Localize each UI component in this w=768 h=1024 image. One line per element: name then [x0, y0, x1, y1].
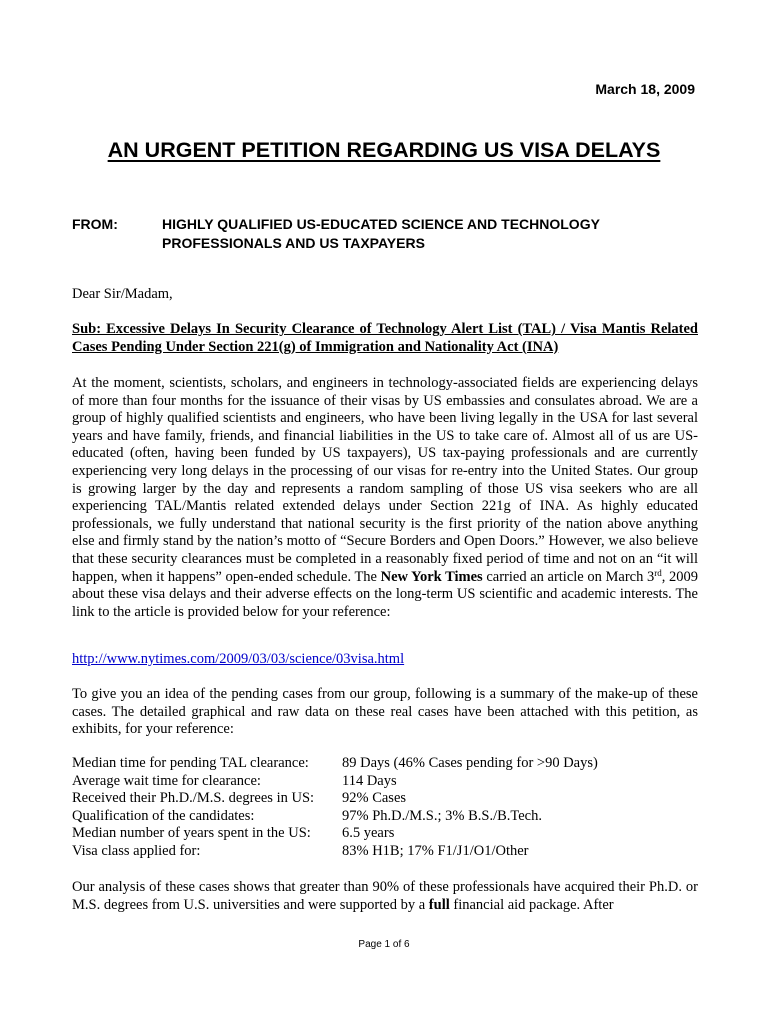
stat-row [72, 790, 698, 808]
from-block [72, 215, 698, 253]
stat-value: 89 Days (46% Cases pending for >90 Days) [342, 755, 598, 771]
stat-value: 114 Days [342, 772, 397, 789]
stat-row [72, 843, 698, 861]
stat-value: 97% Ph.D./M.S.; 3% B.S./B.Tech. [342, 807, 542, 824]
body-paragraph-2: To give you an idea of the pending cases from our group, following is a summary of the make-up of these cases. The detailed graphical and raw data on these real cases have been attached with this petition, as exhibits, for your reference: [72, 686, 698, 738]
stat-label: Median time for pending TAL clearance: [72, 755, 309, 771]
stats-table [72, 755, 698, 861]
paragraph-text: financial aid package. After [449, 896, 614, 913]
article-link[interactable]: http://www.nytimes.com/2009/03/03/science/03visa.html [72, 651, 405, 667]
paragraph-text: carried an article on March 3 [482, 568, 655, 585]
document-date: March 18, 2009 [595, 81, 695, 97]
stat-label: Visa class applied for: [72, 842, 201, 859]
stat-value: 6.5 years [342, 825, 395, 842]
from-label: FROM: [72, 216, 118, 232]
document-title: AN URGENT PETITION REGARDING US VISA DELAYS [107, 138, 661, 162]
stat-row [72, 773, 698, 791]
salutation: Dear Sir/Madam, [72, 286, 173, 302]
stat-label: Received their Ph.D./M.S. degrees in US: [72, 790, 315, 807]
stat-label: Median number of years spent in the US: [72, 825, 311, 842]
from-value: HIGHLY QUALIFIED US-EDUCATED SCIENCE AND TECHNOLOGY PROFESSIONALS AND US TAXPAYERS [162, 216, 600, 251]
stat-label: Average wait time for clearance: [72, 772, 261, 789]
subject-line: Sub: Excessive Delays In Security Clearance of Technology Alert List (TAL) / Visa Mantis Related Cases Pending Under Section 221(g) of Immigration and Nationality Act (INA) [72, 321, 698, 355]
stat-row [72, 825, 698, 843]
stat-value: 83% H1B; 17% F1/J1/O1/Other [342, 842, 529, 859]
body-paragraph-3 [72, 879, 698, 914]
stat-row [72, 808, 698, 826]
page-number: Page 1 of 6 [358, 939, 410, 950]
paragraph-text: , 2009 about these visa delays and their adverse effects on the long-term US scientific and academic interests. The link to the article is provided below for your reference: [72, 568, 698, 620]
stat-row [72, 755, 698, 773]
body-paragraph-1 [72, 375, 698, 621]
ordinal-superscript: rd [654, 567, 662, 578]
paragraph-text: Our analysis of these cases shows that greater than 90% of these professionals have acquired their Ph.D. or M.S. degrees from U.S. universities and were supported by a [72, 879, 698, 913]
paragraph-text: At the moment, scientists, scholars, and engineers in technology-associated fields are experiencing delays of more than four months for the issuance of their visas by US embassies and consulates abroad. We are a group of highly qualified scientists and engineers, who have been living legally in the USA for last several years and have family, friends, and financial liabilities in the US to take care of. Almost all of us are US-educated (often, having been funded by US taxpayers), US tax-paying professionals and are currently experiencing very long delays in the processing of our visas for re-entry into the United States. Our group is growing larger by the day and represents a random sampling of those US visa seekers who are all experiencing TAL/Mantis related extended delays under Section 221g of INA. As highly educated professionals, we fully understand that national security is the first priority of the nation above anything else and firmly stand by the nation’s motto of “Secure Borders and Open Doors.” However, we also believe that these security clearances must be completed in a reasonably fixed period of time and not on an “it will happen, when it happens” open-ended schedule. The [72, 375, 698, 585]
stat-label: Qualification of the candidates: [72, 807, 255, 824]
stat-value: 92% Cases [342, 790, 407, 807]
emphasis-text: full [428, 896, 450, 913]
newspaper-name: New York Times [380, 568, 483, 585]
